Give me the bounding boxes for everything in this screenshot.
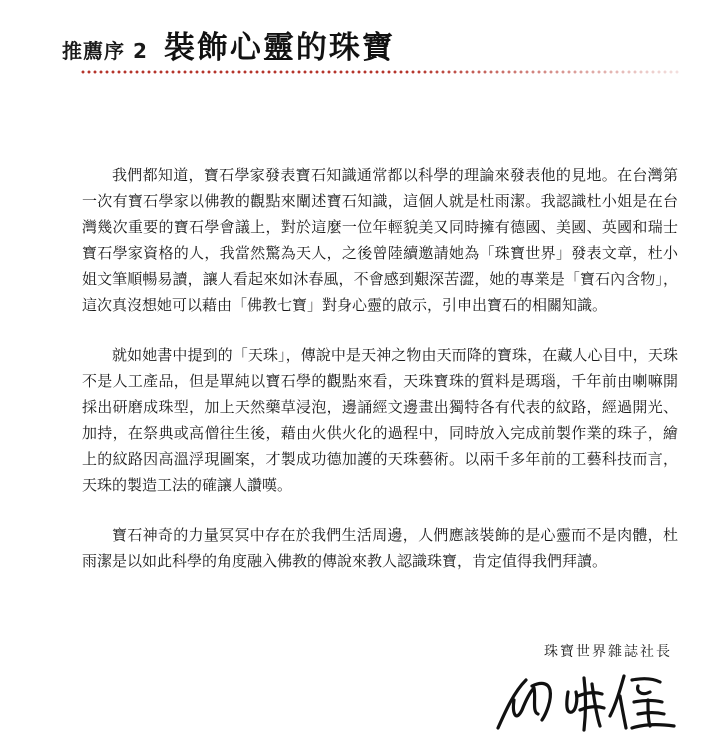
dotted-divider [80,70,680,74]
paragraph-1: 我們都知道，寶石學家發表寶石知識通常都以科學的理論來發表他的見地。在台灣第一次有寶石學家以佛教的觀點來闡述寶石知識，這個人就是杜雨潔。我認識杜小姐是在台灣幾次重要的寶石學會議上，對於這麼一位年輕貌美又同時擁有德國、美國、英國和瑞士寶石學家資格的人，我當然驚為天人，之後曾陸續邀請她為「珠寶世界」發表文章，杜小姐文筆順暢易讀，讓人看起來如沐春風，不會感到艱深苦澀，她的專業是「寶石內含物」，這次真沒想她可以藉由「佛教七寶」對身心靈的啟示，引申出寶石的相關知識。 [82,166,678,314]
preface-body [82,162,678,598]
handwritten-signature [492,670,682,734]
preface-label: 推薦序 2 [62,39,148,63]
page-title: 裝飾心靈的珠寶 [163,30,395,66]
paragraph-2: 就如她書中提到的「天珠」，傳說中是天神之物由天而降的寶珠，在藏人心目中，天珠不是人工產品，但是單純以寶石學的觀點來看，天珠寶珠的質料是瑪瑙，千年前由喇嘛開採出研磨成珠型，加上天然藥草浸泡，邊誦經文邊畫出獨特各有代表的紋路，經過開光、加持，在祭典或高僧往生後，藉由火供火化的過程中，同時放入完成前製作業的珠子，繪上的紋路因高溫浮現圖案，才製成功德加護的天珠藝術。以兩千多年前的工藝科技而言，天珠的製造工法的確讓人讚嘆。 [82,346,678,494]
signature-title: 珠寶世界雜誌社長 [544,644,672,660]
paragraph-3: 寶石神奇的力量冥冥中存在於我們生活周邊，人們應該裝飾的是心靈而不是肉體，杜雨潔是以如此科學的角度融入佛教的傳說來教人認識珠寶，肯定值得我們拜讀。 [82,526,678,570]
preface-header [62,22,395,67]
